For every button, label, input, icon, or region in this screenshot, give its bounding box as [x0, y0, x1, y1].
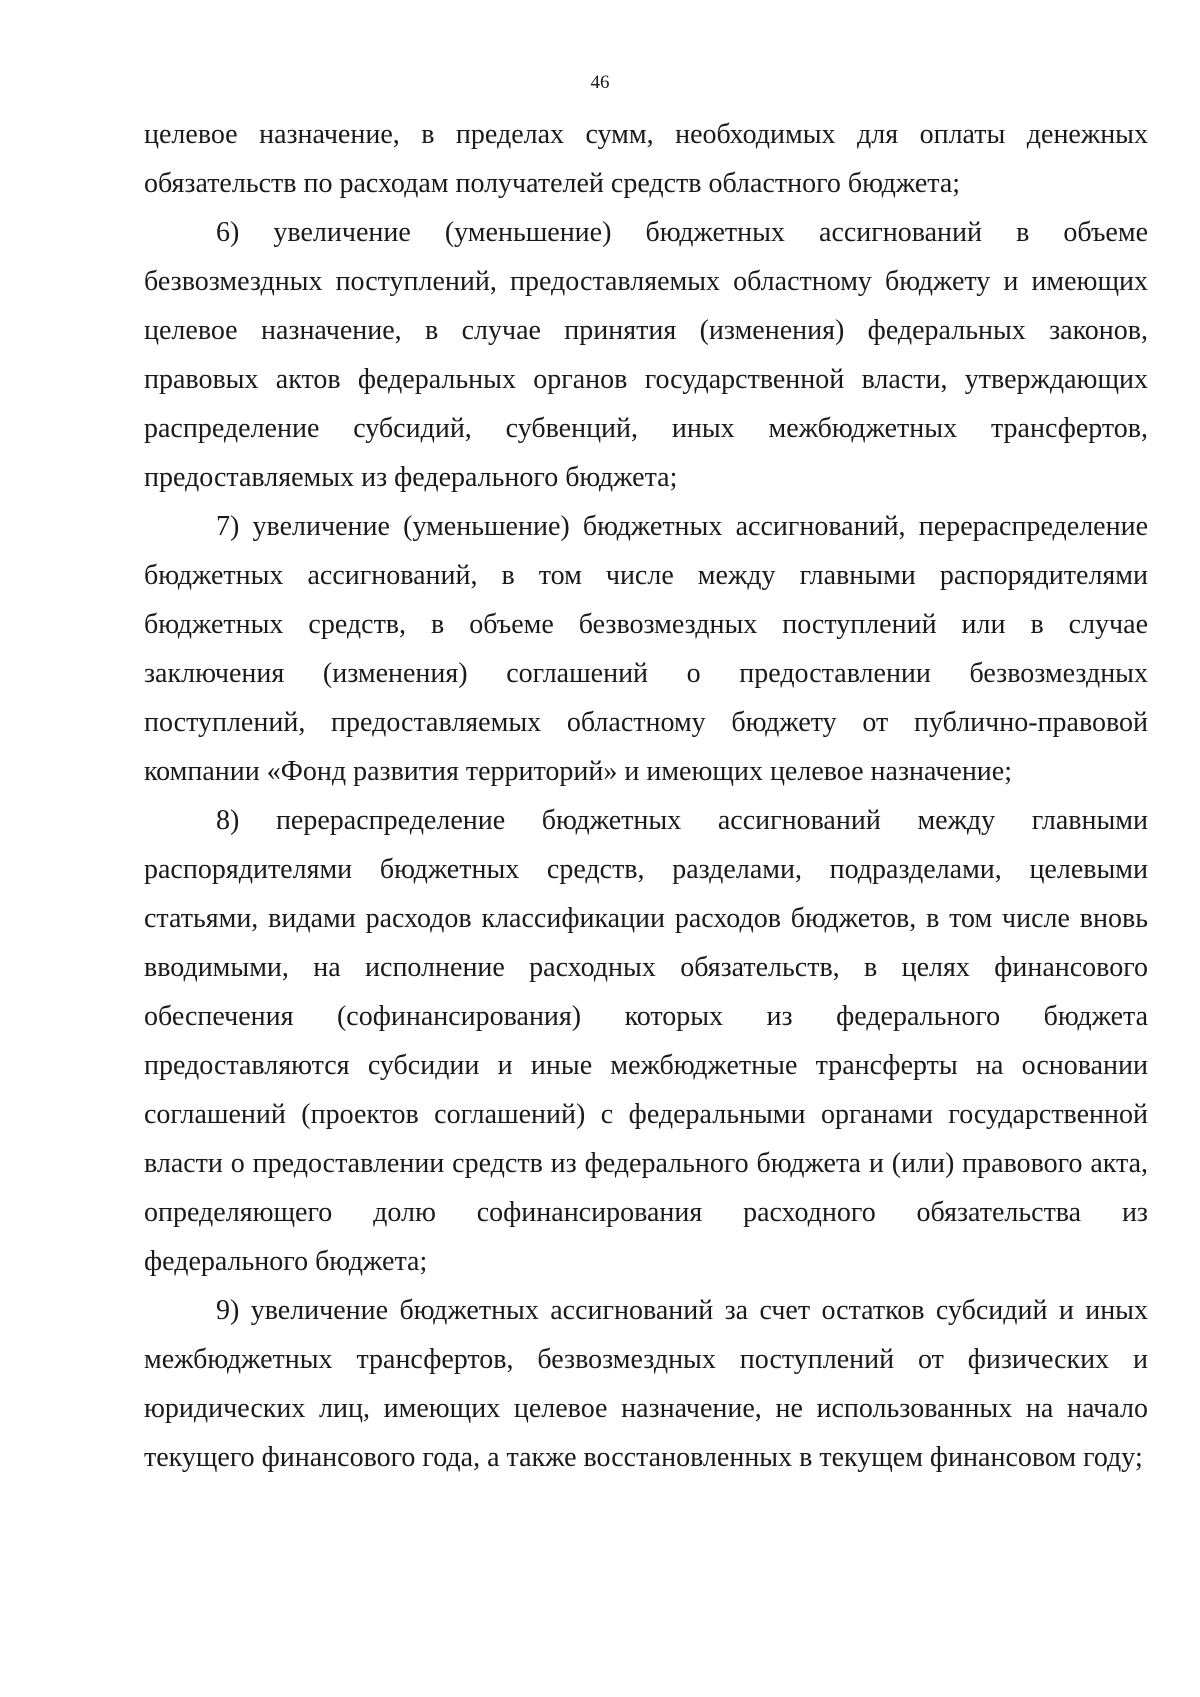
paragraph-item-6: 6) увеличение (уменьшение) бюджетных ассигнований в объеме безвозмездных поступлений, предоставляемых областному бюджету и имеющих целевое назначение, в случае принятия (изменения) федеральных законов, правовых актов федеральных органов государственной власти, утверждающих распределение субсидий, субвенций, иных межбюджетных трансфертов, предоставляемых из федерального бюджета;	[144, 217, 1148, 493]
paragraph-item-9: 9) увеличение бюджетных ассигнований за счет остатков субсидий и иных межбюджетных трансфертов, безвозмездных поступлений от физических и юридических лиц, имеющих целевое назначение, не использованных на начало текущего финансового года, а также восстановленных в текущем финансовом году;	[144, 1295, 1148, 1473]
paragraph-item-8: 8) перераспределение бюджетных ассигнований между главными распорядителями бюджетных средств, разделами, подразделами, целевыми статьями, видами расходов классификации расходов бюджетов, в том числе вновь вводимыми, на исполнение расходных обязательств, в целях финансового обеспечения (софинансирования) которых из федерального бюджета предоставляются субсидии и иные межбюджетные трансферты на основании соглашений (проектов соглашений) с федеральными органами государственной власти о предоставлении средств из федерального бюджета и (или) правового акта, определяющего долю софинансирования расходного обязательства из федерального бюджета;	[144, 805, 1148, 1277]
paragraph-continuation: целевое назначение, в пределах сумм, необходимых для оплаты денежных обязательств по расходам получателей средств областного бюджета;	[144, 119, 1148, 199]
document-body	[144, 110, 1148, 1482]
page-number: 46	[590, 72, 610, 93]
paragraph-item-7: 7) увеличение (уменьшение) бюджетных ассигнований, перераспределение бюджетных ассигнований, в том числе между главными распорядителями бюджетных средств, в объеме безвозмездных поступлений или в случае заключения (изменения) соглашений о предоставлении безвозмездных поступлений, предоставляемых областному бюджету от публично-правовой компании «Фонд развития территорий» и имеющих целевое назначение;	[144, 511, 1148, 787]
